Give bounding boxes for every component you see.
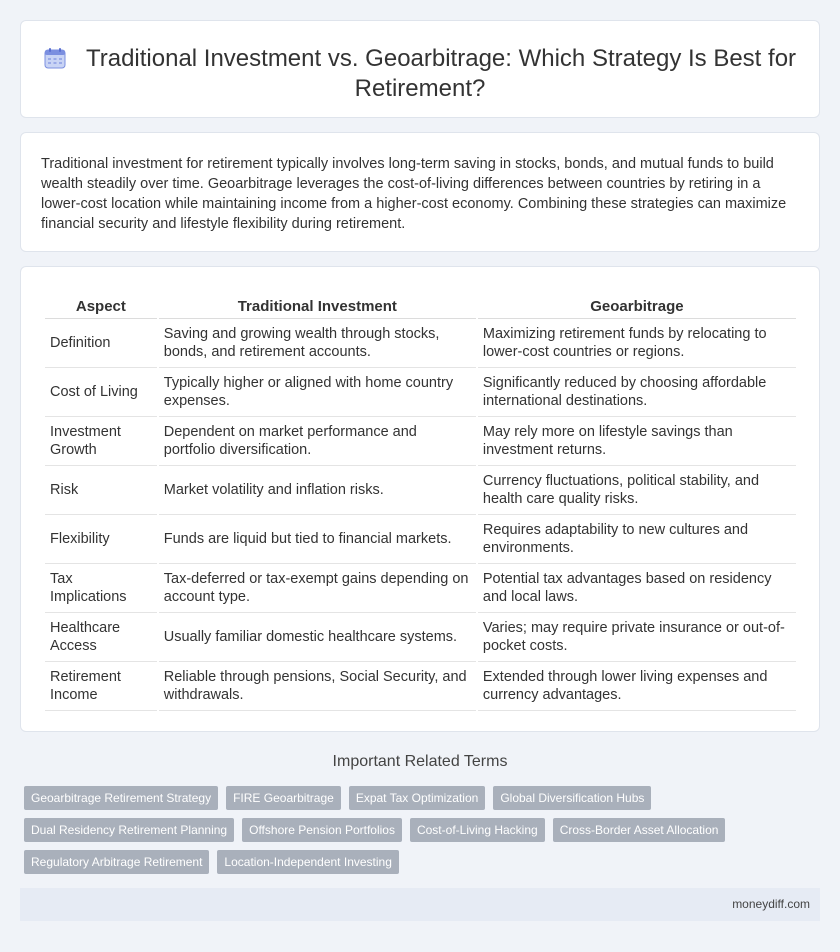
related-term-tag[interactable]: FIRE Geoarbitrage: [226, 786, 341, 810]
geoarbitrage-cell: Extended through lower living expenses and currency advantages.: [478, 662, 796, 711]
page-title-wrap: [21, 44, 819, 104]
traditional-cell: Typically higher or aligned with home country expenses.: [159, 368, 476, 417]
aspect-cell: Flexibility: [45, 515, 157, 564]
table-row: [45, 417, 796, 466]
comparison-card: [20, 266, 820, 732]
related-term-tag[interactable]: Geoarbitrage Retirement Strategy: [24, 786, 218, 810]
aspect-cell: Retirement Income: [45, 662, 157, 711]
page-title: Traditional Investment vs. Geoarbitrage: Which Strategy Is Best for Retirement?: [85, 45, 797, 102]
traditional-cell: Saving and growing wealth through stocks, bonds, and retirement accounts.: [159, 319, 476, 368]
geoarbitrage-cell: Requires adaptability to new cultures and environments.: [478, 515, 796, 564]
table-row: [45, 368, 796, 417]
tag-row: [24, 850, 820, 874]
table-row: [45, 515, 796, 564]
aspect-cell: Healthcare Access: [45, 613, 157, 662]
geoarbitrage-cell: Potential tax advantages based on residency and local laws.: [478, 564, 796, 613]
tag-row: [24, 818, 820, 842]
geoarbitrage-cell: Varies; may require private insurance or out-of-pocket costs.: [478, 613, 796, 662]
footer: [20, 888, 820, 921]
related-term-tag[interactable]: Expat Tax Optimization: [349, 786, 486, 810]
aspect-cell: Investment Growth: [45, 417, 157, 466]
related-term-tag[interactable]: Location-Independent Investing: [217, 850, 398, 874]
table-header-row: [45, 295, 796, 319]
footer-site[interactable]: moneydiff.com: [732, 897, 810, 911]
related-term-tag[interactable]: Offshore Pension Portfolios: [242, 818, 402, 842]
related-term-tag[interactable]: Cross-Border Asset Allocation: [553, 818, 726, 842]
table-row: [45, 466, 796, 515]
traditional-cell: Usually familiar domestic healthcare systems.: [159, 613, 476, 662]
table-row: [45, 319, 796, 368]
aspect-cell: Cost of Living: [45, 368, 157, 417]
tag-row: [24, 786, 820, 810]
traditional-cell: Market volatility and inflation risks.: [159, 466, 476, 515]
header-card: [20, 20, 820, 118]
traditional-cell: Funds are liquid but tied to financial markets.: [159, 515, 476, 564]
traditional-cell: Tax-deferred or tax-exempt gains depending on account type.: [159, 564, 476, 613]
geoarbitrage-cell: Significantly reduced by choosing affordable international destinations.: [478, 368, 796, 417]
related-terms-tags: [24, 786, 820, 882]
related-term-tag[interactable]: Dual Residency Retirement Planning: [24, 818, 234, 842]
intro-paragraph: Traditional investment for retirement typically involves long-term saving in stocks, bonds, and mutual funds to build wealth steadily over time. Geoarbitrage leverages the cost-of-living differences between countries by retiring in a lower-cost location while maintaining income from a higher-cost economy. Combining these strategies can maximize financial security and lifestyle flexibility during retirement.: [41, 156, 787, 232]
traditional-cell: Dependent on market performance and portfolio diversification.: [159, 417, 476, 466]
aspect-cell: Tax Implications: [45, 564, 157, 613]
calendar-icon: [44, 47, 66, 69]
related-terms-title: Important Related Terms: [332, 753, 508, 770]
header-geoarbitrage: Geoarbitrage: [478, 295, 796, 319]
intro-card: [20, 132, 820, 252]
table-row: [45, 613, 796, 662]
comparison-table: [43, 295, 798, 711]
traditional-cell: Reliable through pensions, Social Security, and withdrawals.: [159, 662, 476, 711]
table-row: [45, 662, 796, 711]
header-traditional: Traditional Investment: [159, 295, 476, 319]
geoarbitrage-cell: Maximizing retirement funds by relocating to lower-cost countries or regions.: [478, 319, 796, 368]
header-aspect: Aspect: [45, 295, 157, 319]
related-term-tag[interactable]: Regulatory Arbitrage Retirement: [24, 850, 209, 874]
related-term-tag[interactable]: Global Diversification Hubs: [493, 786, 651, 810]
geoarbitrage-cell: Currency fluctuations, political stability, and health care quality risks.: [478, 466, 796, 515]
aspect-cell: Risk: [45, 466, 157, 515]
aspect-cell: Definition: [45, 319, 157, 368]
table-row: [45, 564, 796, 613]
related-term-tag[interactable]: Cost-of-Living Hacking: [410, 818, 545, 842]
geoarbitrage-cell: May rely more on lifestyle savings than investment returns.: [478, 417, 796, 466]
